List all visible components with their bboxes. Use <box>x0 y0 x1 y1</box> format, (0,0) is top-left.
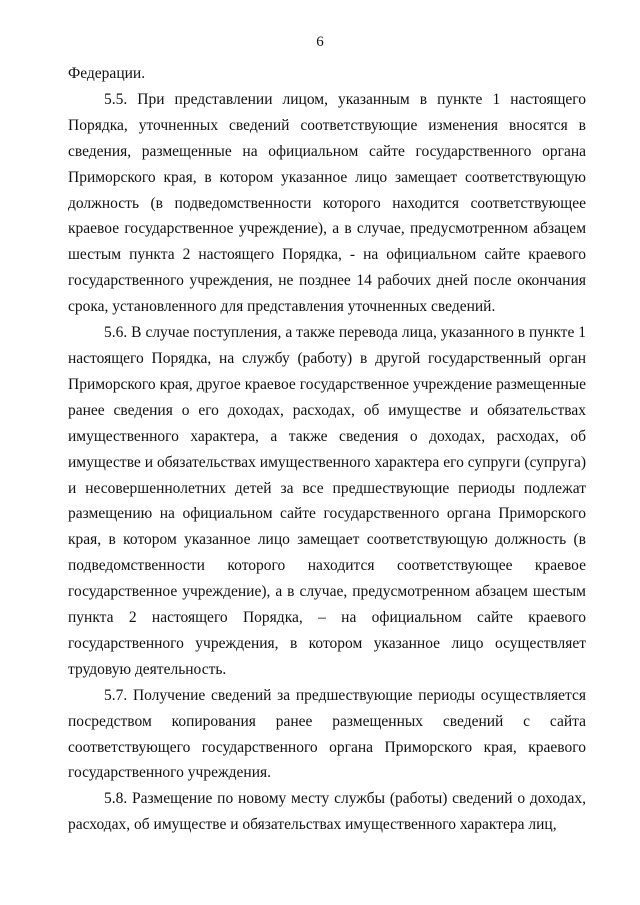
page-number: 6 <box>316 34 324 50</box>
paragraph-5-5: 5.5. При представлении лицом, указанным в пункте 1 настоящего Порядка, уточненных сведений соответствующие изменения вносятся в сведения, размещенные на официальном сайте государственного органа Приморского края, в котором указанное лицо замещает соответствующую должность (в подведомственности которого находится соответствующее краевое государственное учреждение), а в случае, предусмотренном абзацем шестым пункта 2 настоящего Порядка, - на официальном сайте краевого государственного учреждения, не позднее 14 рабочих дней после окончания срока, установленного для представления уточненных сведений. <box>68 90 586 316</box>
paragraph-5-7: 5.7. Получение сведений за предшествующие периоды осуществляется посредством копирования ранее размещенных сведений с сайта соответствующего государственного органа Приморского края, краевого государственного учреждения. <box>68 686 586 782</box>
document-body <box>68 61 586 838</box>
paragraph-5-8: 5.8. Размещение по новому месту службы (работы) сведений о доходах, расходах, об имуществе и обязательствах имущественного характера лиц, <box>68 790 586 834</box>
paragraph-5-6: 5.6. В случае поступления, а также перевода лица, указанного в пункте 1 настоящего Порядка, на службу (работу) в другой государственный орган Приморского края, другое краевое государственное учреждение размещенные ранее сведения о его доходах, расходах, об имуществе и обязательствах имущественного характера, а также сведения о доходах, расходах, об имуществе и обязательствах имущественного характера его супруги (супруга) и несовершеннолетних детей за все предшествующие периоды подлежат размещению на официальном сайте государственного органа Приморского края, в котором указанное лицо замещает соответствующую должность (в подведомственности которого находится соответствующее краевое государственное учреждение), а в случае, предусмотренном абзацем шестым пункта 2 настоящего Порядка, – на официальном сайте краевого государственного учреждения, в котором указанное лицо осуществляет трудовую деятельность. <box>68 324 586 678</box>
paragraph-continuation: Федерации. <box>68 65 146 82</box>
